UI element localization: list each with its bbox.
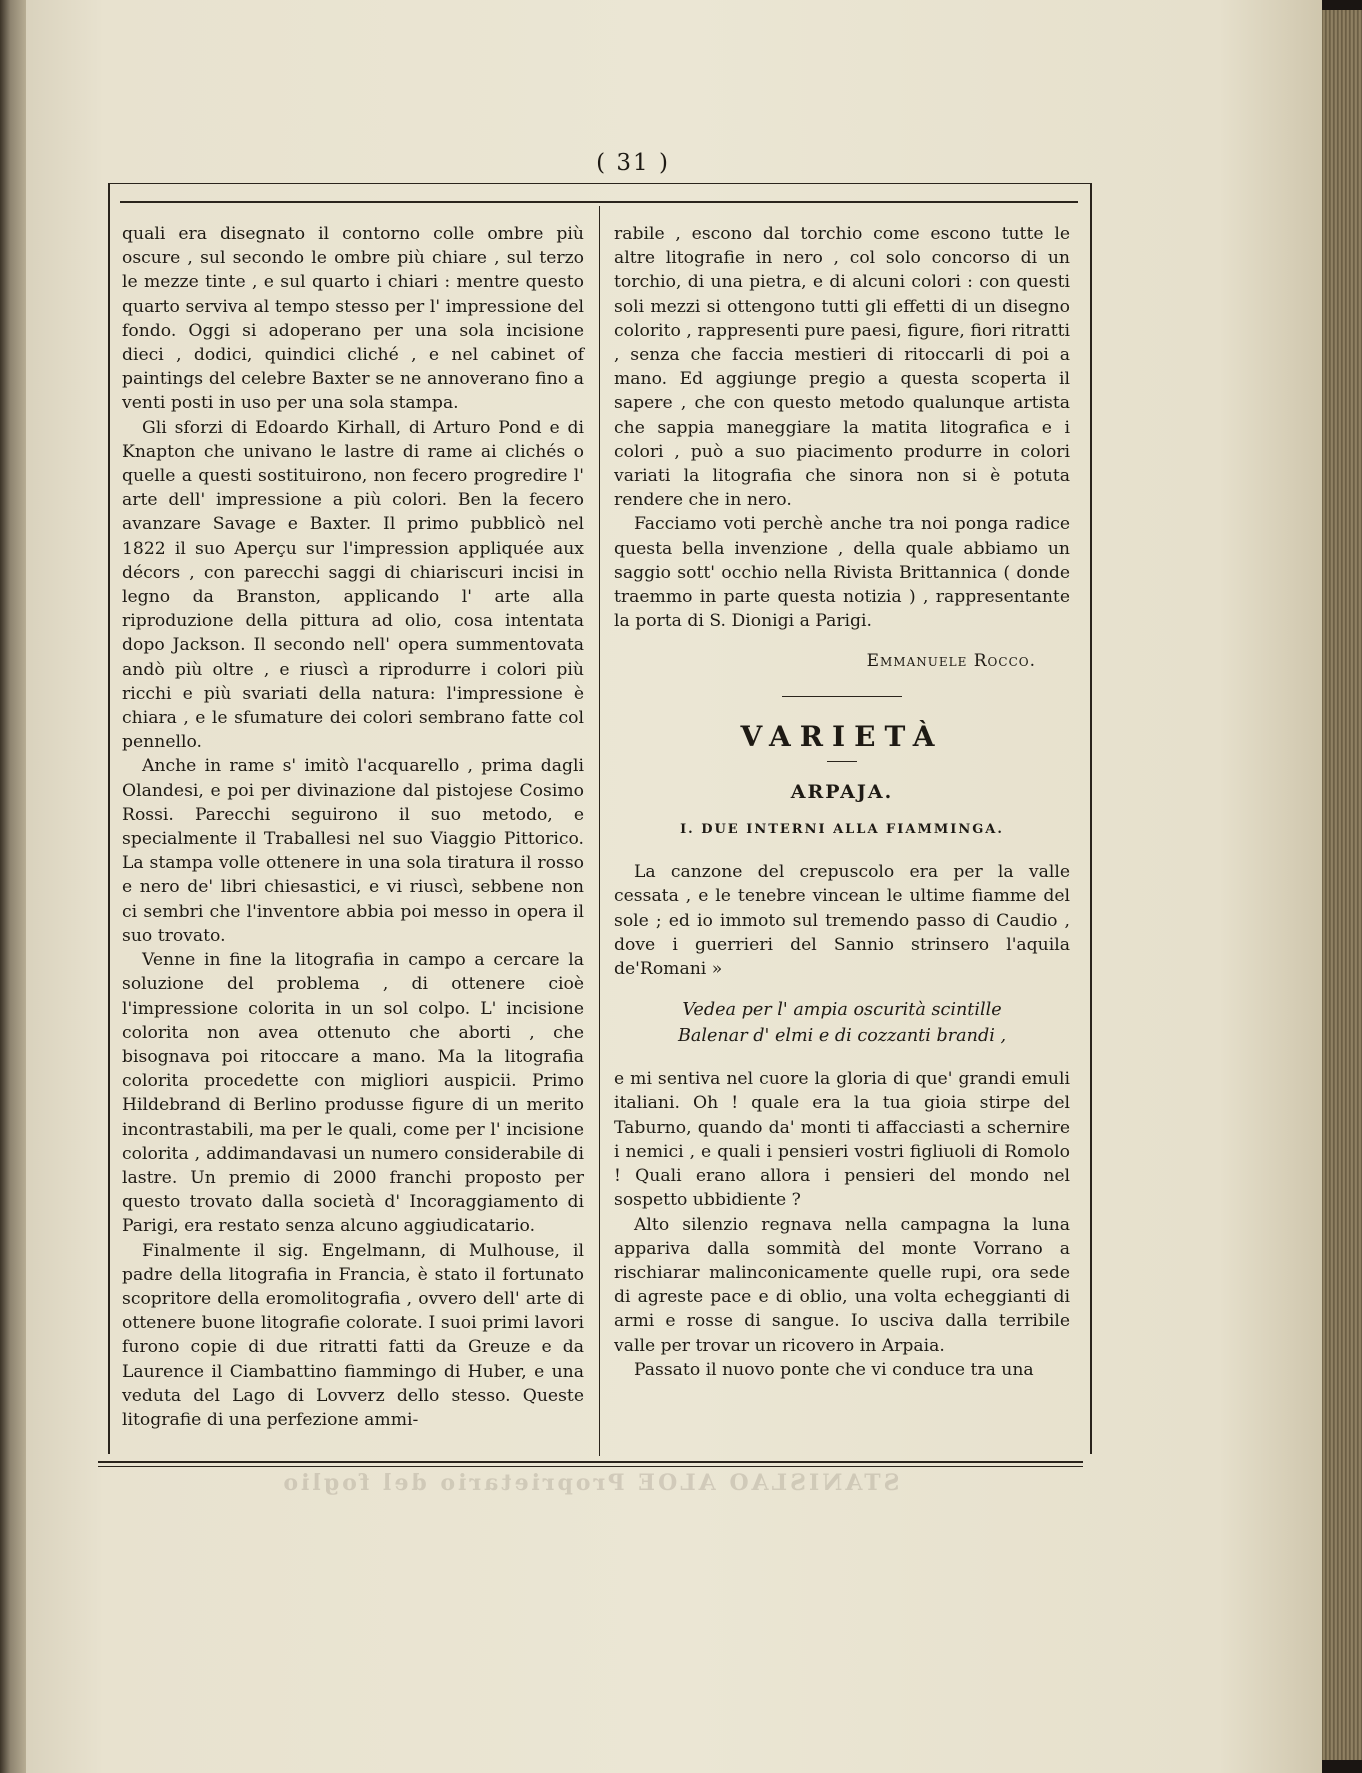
paragraph: Facciamo voti perchè anche tra noi ponga radice questa bella invenzione , della quale abbiamo un saggio sott' occhio nella Rivista Brittannica ( donde traemmo in parte questa notizia ) , rappresentante la porta di S. Dionigi a Parigi.: [614, 514, 1070, 632]
paragraph: Alto silenzio regnava nella campagna la luna appariva dalla sommità del monte Vorrano a rischiarar malinconicamente quelle rupi, ora sede di agreste pace e di oblio, una volta echeggianti di armi e rosse di sangue. Io usciva dalla terribile valle per trovar un ricovero in Arpaia.: [614, 1214, 1070, 1356]
verse-line: Balenar d' elmi e di cozzanti brandi ,: [677, 1026, 1007, 1047]
paragraph: rabile , escono dal torchio come escono tutte le altre litografie in nero , col solo concorso di un torchio, di una pietra, e di alcuni colori : con questi soli mezzi si ottengono tutti gli effetti di un disegno colorito , rappresenti pure paesi, figure, fiori ritratti , senza che faccia mestieri di ritoccarli di poi a mano. Ed aggiunge pregio a questa scoperta il sapere , che con questo metodo qualunque artista che sappia maneggiare la matita litografica e i colori , può a suo piacimento produrre in colori variati la litografia che sinora non si è potuta rendere che in nero.: [614, 224, 1070, 511]
paragraph: La canzone del crepuscolo era per la valle cessata , e le tenebre vincean le ultime fiamme del sole ; ed io immoto sul tremendo passo di Caudio , dove i guerrieri del Sannio strinsero l'aquila de'Romani »: [614, 862, 1070, 980]
left-column: [122, 222, 584, 1432]
paragraph: Anche in rame s' imitò l'acquarello , prima dagli Olandesi, e poi per divinazione dal pistojese Cosimo Rossi. Parecchi seguirono il suo metodo, e specialmente il Traballesi nel suo Viaggio Pittorico. La stampa volle ottenere in una sola tiratura il rosso e nero de' libri chiesastici, e vi riuscì, sebbene non ci sembri che l'inventore abbia poi messo in opera il suo trovato.: [122, 756, 584, 946]
paragraph: Venne in fine la litografia in campo a cercare la soluzione del problema , di ottenere cioè l'impressione colorita in un sol colpo. L' incisione colorita non avea ottenuto che aborti , che bisognava poi ritoccare a mano. Ma la litografia colorita procedette con migliori auspicii. Primo Hildebrand di Berlino produsse figure di un merito incontrastabili, ma per le quali, come per l' incisione colorita , addimandavasi un numero considerabile di lastre. Un premio di 2000 franchi proposto per questo trovato dalla società d' Incoraggiamento di Parigi, era restato senza alcuno aggiudicatario.: [122, 950, 584, 1237]
author-signature: Emmanuele Rocco.: [866, 651, 1036, 672]
bleed-through-text: STANISLAO ALOE Proprietario del foglio: [280, 1470, 900, 1496]
section-title: VARIETÀ: [740, 719, 944, 753]
paragraph: quali era disegnato il contorno colle ombre più oscure , sul secondo le ombre più chiare , sul terzo le mezze tinte , e sul quarto i chiari : mentre questo quarto serviva al tempo stesso per l' impressione del fondo. Oggi si adoperano per una sola incisione dieci , dodici, quindici cliché , e nel cabinet of paintings del celebre Baxter se ne annoverano fino a venti posti in uso per una sola stampa.: [122, 224, 584, 414]
column-divider: [599, 206, 600, 1456]
article-title: ARPAJA.: [790, 780, 894, 803]
frame-top-rule: [120, 201, 1078, 203]
verse-line: Vedea per l' ampia oscurità scintille: [682, 1000, 1002, 1021]
chapter-heading: I. DUE INTERNI ALLA FIAMMINGA.: [680, 822, 1004, 838]
section-rule: [782, 696, 902, 697]
page-number: ( 31 ): [596, 150, 670, 176]
paragraph: Passato il nuovo ponte che vi conduce tra una: [634, 1359, 1034, 1380]
verse-quote: [614, 997, 1070, 1049]
page-stack-edge: [1322, 10, 1362, 1760]
paragraph: Finalmente il sig. Engelmann, di Mulhouse, il padre della litografia in Francia, è stato il fortunato scopritore della eromolitografia , ovvero dell' arte di ottenere buone litografie colorate. I suoi primi lavori furono copie di due ritratti fatti da Greuze e da Laurence il Ciambattino fiammingo di Huber, e una veduta del Lago di Lovverz dello stesso. Queste litografie di una perfezione ammi-: [122, 1240, 584, 1430]
frame-bottom-rule: [98, 1461, 1083, 1467]
title-dash: [827, 761, 857, 762]
paragraph: Gli sforzi di Edoardo Kirhall, di Arturo Pond e di Knapton che univano le lastre di rame ai clichés o quelle a questi sostituirono, non fecero progredire l' arte dell' impressione a più colori. Ben la fecero avanzare Savage e Baxter. Il primo pubblicò nel 1822 il suo Aperçu sur l'impression appliquée aux décors , con parecchi saggi di chiariscuri incisi in legno da Branston, applicando l' arte alla riproduzione della pittura ad olio, cosa intentata dopo Jackson. Il secondo nell' opera summentovata andò più oltre , e riuscì a riprodurre i colori più ricchi e più svariati della natura: l'impressione è chiara , e le sfumature dei colori sembrano fatte col pennello.: [122, 417, 584, 753]
right-column: [614, 222, 1070, 1382]
left-page-edge: [0, 0, 26, 1773]
paragraph: e mi sentiva nel cuore la gloria di que' grandi emuli italiani. Oh ! quale era la tua gioia stirpe del Taburno, quando da' monti ti affacciasti a schernire i nemici , e quali i pensieri vostri figliuoli di Romolo ! Quali erano allora i pensieri del mondo nel sospetto ubbidiente ?: [614, 1069, 1070, 1211]
